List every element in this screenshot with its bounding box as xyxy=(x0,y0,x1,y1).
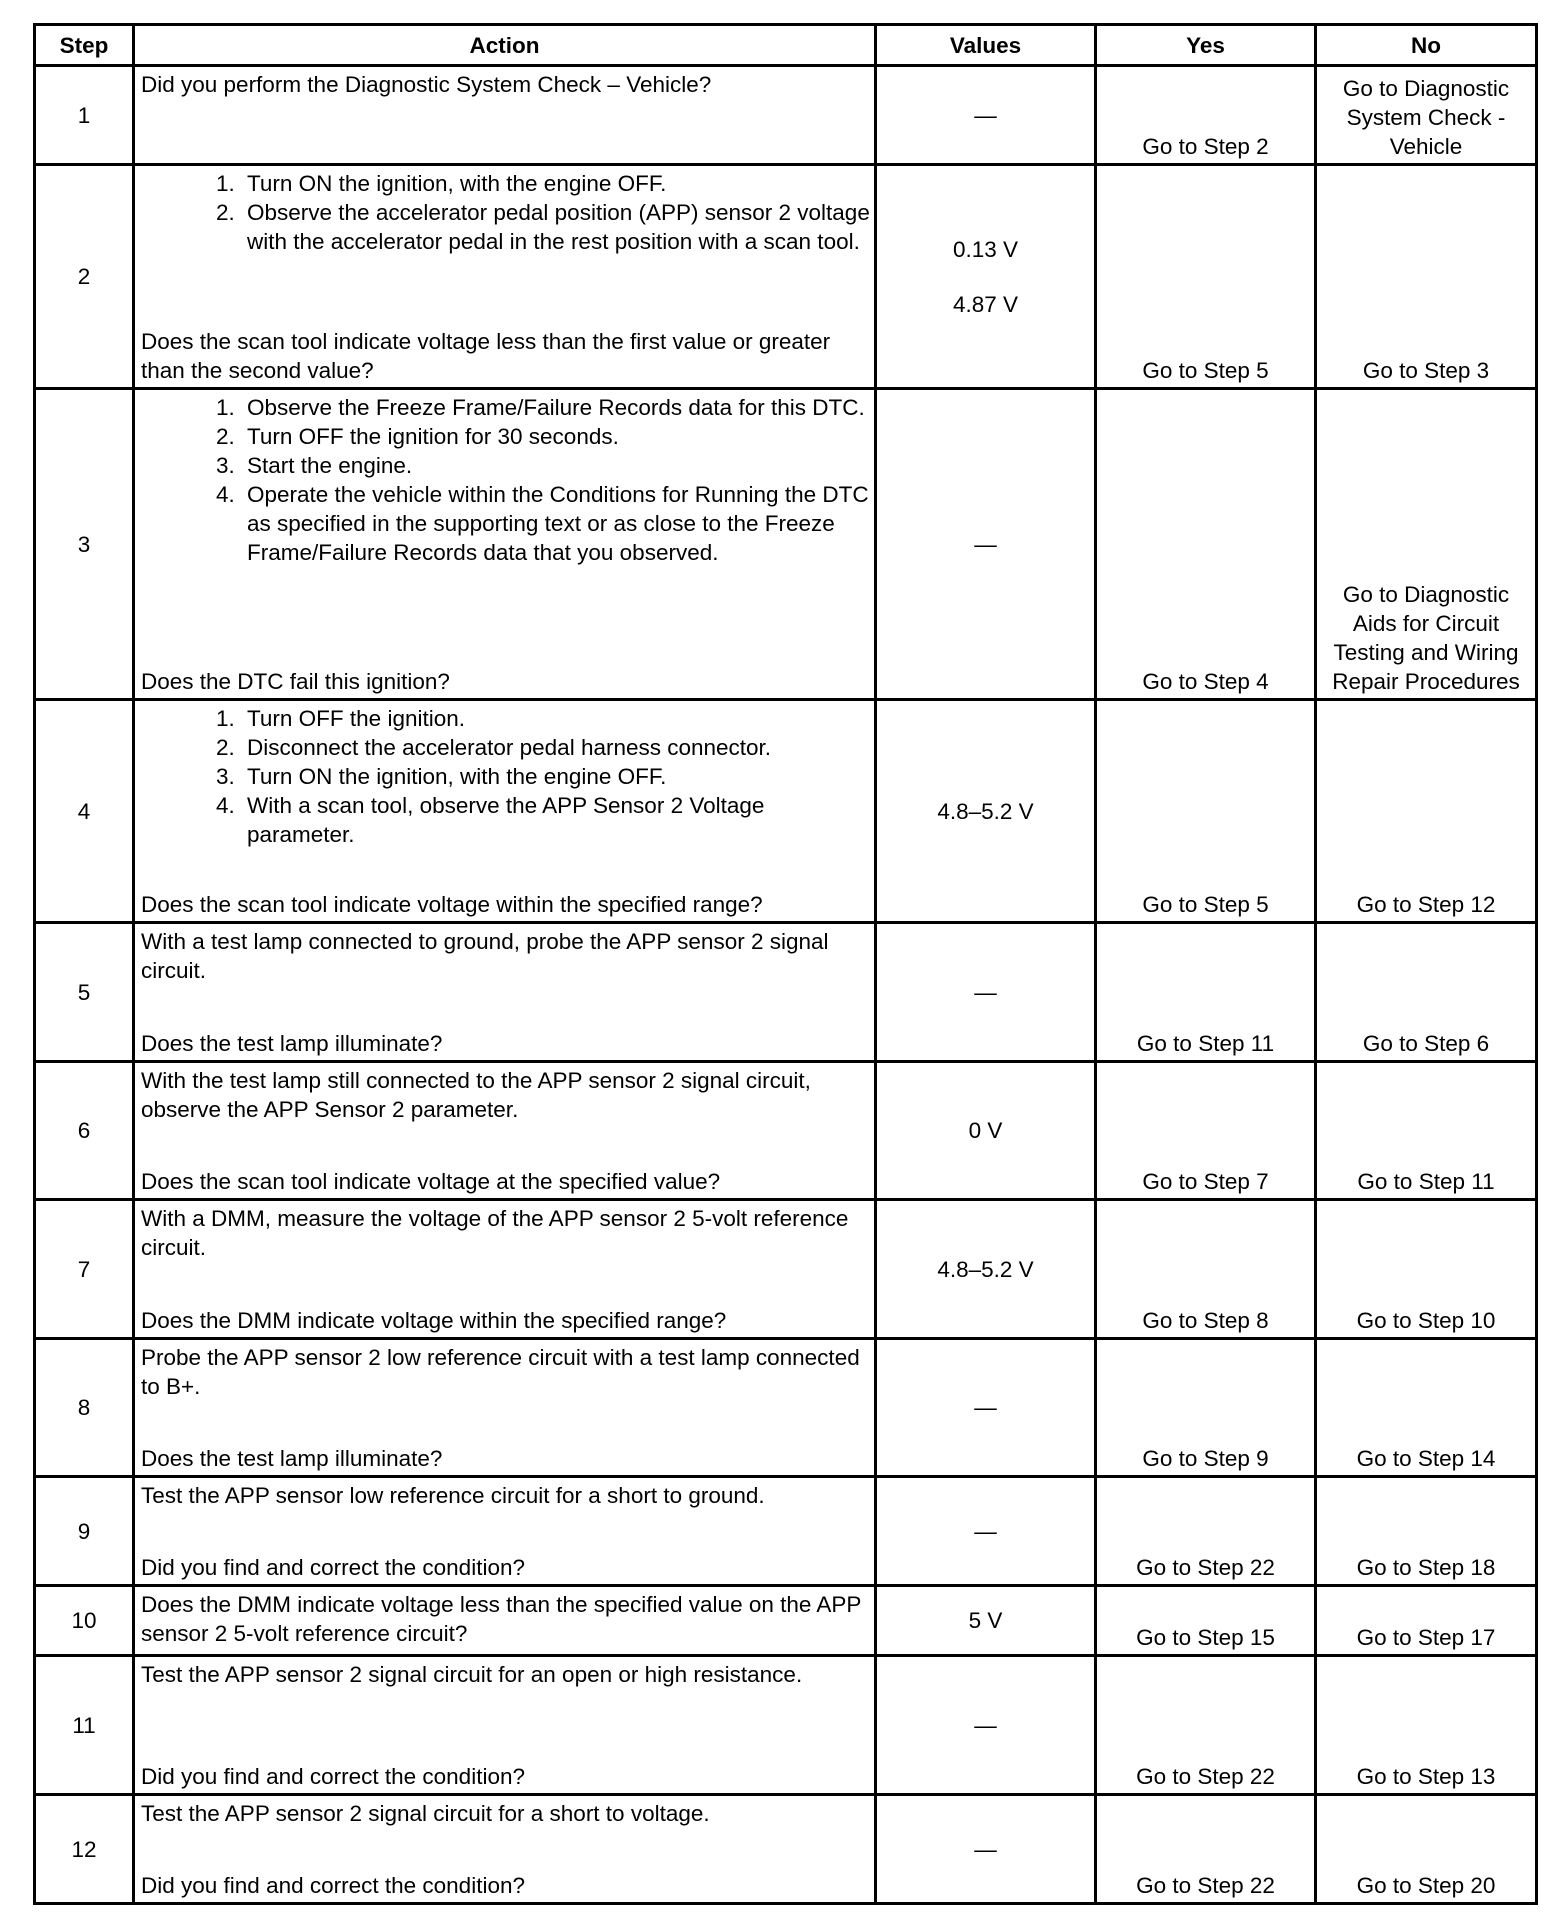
action-question: Does the DTC fail this ignition? xyxy=(141,669,450,694)
yes-cell: Go to Step 22 xyxy=(1096,1477,1316,1586)
yes-cell: Go to Step 11 xyxy=(1096,923,1316,1062)
value-text: — xyxy=(974,531,997,557)
yes-cell: Go to Step 22 xyxy=(1096,1795,1316,1904)
step-number: 11 xyxy=(35,1656,134,1795)
no-cell: Go to Step 17 xyxy=(1316,1586,1537,1656)
table-row xyxy=(35,389,1537,700)
values-cell xyxy=(876,1339,1096,1477)
action-text: With the test lamp still connected to the APP sensor 2 signal circuit, observe the APP Sensor 2 parameter. xyxy=(141,1068,811,1122)
action-text: Test the APP sensor 2 signal circuit for a short to voltage. xyxy=(141,1801,710,1826)
value-text: 4.87 V xyxy=(952,291,1019,317)
value-text: 5 V xyxy=(968,1608,1003,1633)
step-number: 5 xyxy=(35,923,134,1062)
action-step: 1. Turn ON the ignition, with the engine OFF. xyxy=(241,169,870,198)
header-row xyxy=(35,25,1537,66)
action-question: Does the scan tool indicate voltage less than the first value or greater than the second value? xyxy=(141,329,831,383)
no-cell: Go to Step 20 xyxy=(1316,1795,1537,1904)
values-cell xyxy=(876,1062,1096,1200)
action-cell xyxy=(134,1200,876,1339)
step-number: 8 xyxy=(35,1339,134,1477)
value-text: — xyxy=(974,1395,997,1420)
step-number: 9 xyxy=(35,1477,134,1586)
values-cell xyxy=(876,700,1096,923)
action-text: Does the DMM indicate voltage less than the specified value on the APP sensor 2 5-volt reference circuit? xyxy=(141,1592,862,1646)
value-text: — xyxy=(974,1712,997,1738)
action-step: 1. Turn OFF the ignition. xyxy=(241,704,870,733)
yes-cell: Go to Step 15 xyxy=(1096,1586,1316,1656)
value-text: 4.8–5.2 V xyxy=(937,798,1034,824)
header-action: Action xyxy=(134,25,876,66)
values-cell xyxy=(876,1795,1096,1904)
values-cell xyxy=(876,165,1096,389)
action-cell xyxy=(134,1795,876,1904)
value-text: — xyxy=(974,1836,997,1862)
table-row xyxy=(35,1339,1537,1477)
action-question: Does the DMM indicate voltage within the specified range? xyxy=(141,1308,727,1333)
no-cell: Go to Diagnostic System Check - Vehicle xyxy=(1316,66,1537,165)
values-cell xyxy=(876,1200,1096,1339)
values-cell xyxy=(876,1586,1096,1656)
action-cell xyxy=(134,700,876,923)
values-cell xyxy=(876,66,1096,165)
step-number: 6 xyxy=(35,1062,134,1200)
header-yes: Yes xyxy=(1096,25,1316,66)
action-cell xyxy=(134,389,876,700)
action-question: Does the scan tool indicate voltage within the specified range? xyxy=(141,892,763,917)
value-text: 0.13 V xyxy=(952,236,1019,262)
values-cell xyxy=(876,389,1096,700)
action-text: Test the APP sensor low reference circuit for a short to ground. xyxy=(141,1483,765,1508)
table-row xyxy=(35,66,1537,165)
no-cell: Go to Step 18 xyxy=(1316,1477,1537,1586)
action-steps-list xyxy=(193,169,870,256)
action-cell xyxy=(134,1477,876,1586)
table-row xyxy=(35,165,1537,389)
action-question: Does the scan tool indicate voltage at the specified value? xyxy=(141,1169,721,1194)
step-number: 1 xyxy=(35,66,134,165)
action-step: 4. Operate the vehicle within the Conditions for Running the DTC as specified in the supporting text or as close to the Freeze Frame/Failure Records data that you observed. xyxy=(241,480,870,567)
step-number: 3 xyxy=(35,389,134,700)
header-values: Values xyxy=(876,25,1096,66)
action-text: Probe the APP sensor 2 low reference circuit with a test lamp connected to B+. xyxy=(141,1345,860,1399)
no-cell: Go to Diagnostic Aids for Circuit Testing and Wiring Repair Procedures xyxy=(1316,389,1537,700)
no-cell: Go to Step 11 xyxy=(1316,1062,1537,1200)
table-row xyxy=(35,1477,1537,1586)
yes-cell: Go to Step 5 xyxy=(1096,700,1316,923)
value-text: — xyxy=(974,102,997,128)
step-number: 10 xyxy=(35,1586,134,1656)
action-text: Test the APP sensor 2 signal circuit for an open or high resistance. xyxy=(141,1662,803,1687)
action-cell xyxy=(134,1586,876,1656)
table-row xyxy=(35,1062,1537,1200)
action-step: 2. Turn OFF the ignition for 30 seconds. xyxy=(241,422,870,451)
action-question: Did you find and correct the condition? xyxy=(141,1873,525,1898)
action-step: 3. Start the engine. xyxy=(241,451,870,480)
header-no: No xyxy=(1316,25,1537,66)
action-step: 2. Observe the accelerator pedal position (APP) sensor 2 voltage with the accelerator pedal in the rest position with a scan tool. xyxy=(241,198,870,256)
values-cell xyxy=(876,923,1096,1062)
no-cell: Go to Step 12 xyxy=(1316,700,1537,923)
table-row xyxy=(35,1586,1537,1656)
no-cell: Go to Step 13 xyxy=(1316,1656,1537,1795)
action-question: Does the test lamp illuminate? xyxy=(141,1031,443,1056)
action-question: Did you find and correct the condition? xyxy=(141,1555,525,1580)
step-number: 2 xyxy=(35,165,134,389)
yes-cell: Go to Step 7 xyxy=(1096,1062,1316,1200)
header-step: Step xyxy=(35,25,134,66)
step-number: 7 xyxy=(35,1200,134,1339)
table-row xyxy=(35,700,1537,923)
action-text: With a DMM, measure the voltage of the APP sensor 2 5-volt reference circuit. xyxy=(141,1206,849,1260)
value-text: — xyxy=(974,1518,997,1544)
action-steps-list xyxy=(193,704,870,849)
action-step: 2. Disconnect the accelerator pedal harness connector. xyxy=(241,733,870,762)
yes-cell: Go to Step 4 xyxy=(1096,389,1316,700)
action-question: Does the test lamp illuminate? xyxy=(141,1446,443,1471)
value-text: — xyxy=(974,979,997,1005)
action-cell xyxy=(134,1062,876,1200)
yes-cell: Go to Step 9 xyxy=(1096,1339,1316,1477)
no-cell: Go to Step 10 xyxy=(1316,1200,1537,1339)
action-step: 4. With a scan tool, observe the APP Sensor 2 Voltage parameter. xyxy=(241,791,870,849)
value-text: 0 V xyxy=(968,1118,1003,1143)
action-cell xyxy=(134,923,876,1062)
values-cell xyxy=(876,1656,1096,1795)
no-cell: Go to Step 6 xyxy=(1316,923,1537,1062)
no-cell: Go to Step 3 xyxy=(1316,165,1537,389)
yes-cell: Go to Step 22 xyxy=(1096,1656,1316,1795)
no-cell: Go to Step 14 xyxy=(1316,1339,1537,1477)
table-row xyxy=(35,923,1537,1062)
action-steps-list xyxy=(193,393,870,567)
table-row xyxy=(35,1795,1537,1904)
table-row xyxy=(35,1200,1537,1339)
action-cell xyxy=(134,66,876,165)
yes-cell: Go to Step 5 xyxy=(1096,165,1316,389)
yes-cell: Go to Step 2 xyxy=(1096,66,1316,165)
action-step: 3. Turn ON the ignition, with the engine OFF. xyxy=(241,762,870,791)
yes-cell: Go to Step 8 xyxy=(1096,1200,1316,1339)
action-text: Did you perform the Diagnostic System Check – Vehicle? xyxy=(141,72,712,97)
action-step: 1. Observe the Freeze Frame/Failure Records data for this DTC. xyxy=(241,393,870,422)
value-text: 4.8–5.2 V xyxy=(937,1256,1034,1282)
step-number: 12 xyxy=(35,1795,134,1904)
step-number: 4 xyxy=(35,700,134,923)
diagnostic-table xyxy=(33,23,1538,1905)
table-row xyxy=(35,1656,1537,1795)
action-cell xyxy=(134,1656,876,1795)
action-text: With a test lamp connected to ground, probe the APP sensor 2 signal circuit. xyxy=(141,929,829,983)
action-cell xyxy=(134,165,876,389)
action-cell xyxy=(134,1339,876,1477)
action-question: Did you find and correct the condition? xyxy=(141,1764,525,1789)
values-cell xyxy=(876,1477,1096,1586)
